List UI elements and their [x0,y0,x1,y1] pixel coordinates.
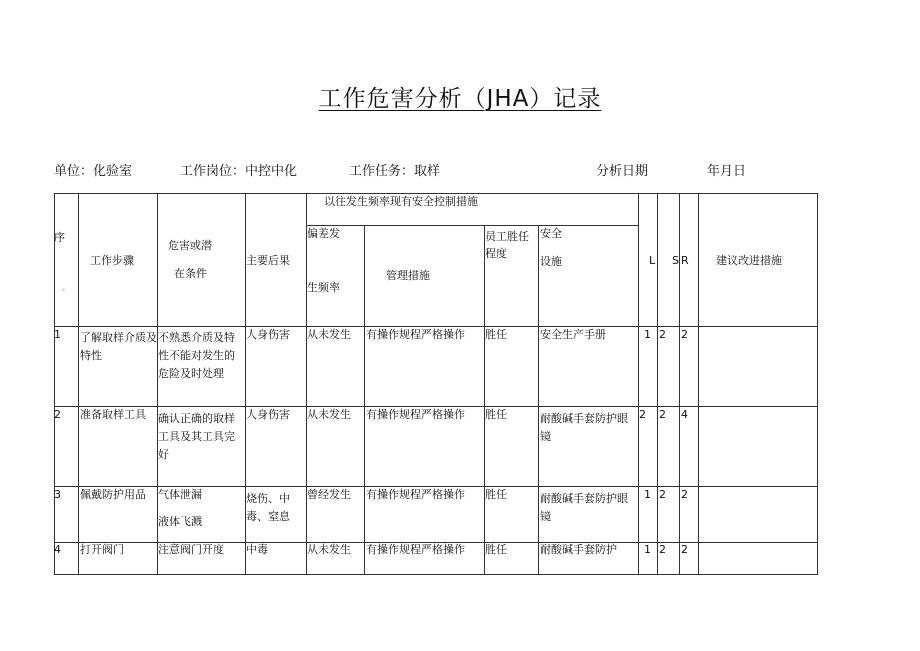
row2-hazard: 确认正确的取样工具及其工具完好 [158,412,235,461]
col-divider [698,193,699,575]
header-hazard-1: 危害或潜 [168,239,212,252]
row3-hazard-2: 液体飞溅 [158,515,202,528]
row3-seq: 3 [54,488,61,501]
row1-R: 2 [681,328,688,341]
row1-consequence: 人身伤害 [246,328,290,341]
row1-L: 1 [644,328,651,341]
row3-step: 佩戴防护用品 [80,488,146,501]
page-title-text: 工作危害分析（JHA）记录 [318,86,602,112]
header-consequence: 主要后果 [246,254,290,267]
col-divider [78,193,79,575]
col-divider [657,193,658,575]
header-S: S [672,254,679,267]
col-divider [484,225,485,575]
unit-label: 单位：化验室 [54,164,133,179]
header-step: 工作步骤 [90,254,134,267]
row4-mgmt: 有操作规程严格操作 [366,543,465,556]
table-border-right [817,193,818,575]
row4-freq: 从未发生 [307,543,351,556]
header-L: L [649,254,656,267]
row2-seq: 2 [54,408,61,421]
row3-freq: 曾经发生 [307,488,351,501]
post-label: 工作岗位：中控中化 [180,164,298,179]
row2-step: 准备取样工具 [80,408,146,421]
header-hazard-2: 在条件 [174,267,207,280]
page-title [0,80,920,113]
row2-mgmt: 有操作规程严格操作 [366,408,465,421]
row4-consequence: 中毒 [246,543,268,556]
date-label: 分析日期 [596,164,649,179]
col-divider [538,225,539,575]
group-divider [306,225,638,226]
header-safety-2: 设施 [540,255,562,268]
row3-consequence: 烧伤、中毒、窒息 [246,492,290,523]
header-comp-1: 员工胜任 [485,230,529,243]
header-R: R [681,254,689,267]
row4-step: 打开阀门 [80,543,124,556]
row4-S: 2 [659,543,666,556]
col-divider [364,225,365,575]
row4-seq: 4 [54,543,61,556]
header-freq-1: 偏差发 [307,227,340,240]
row3-L: 1 [644,488,651,501]
header-comp-2: 程度 [485,247,507,260]
row4-hazard: 注意阀门开度 [158,543,224,556]
row1-mgmt: 有操作规程严格操作 [366,328,465,341]
row1-S: 2 [659,328,666,341]
header-seq: 序 [54,231,65,244]
col-divider [638,193,639,575]
row2-consequence: 人身伤害 [246,408,290,421]
row2-L: 2 [639,408,646,421]
row3-R: 2 [681,488,688,501]
row3-comp: 胜任 [485,488,507,501]
row2-freq: 从未发生 [307,408,351,421]
row1-freq: 从未发生 [307,328,351,341]
table-border-left [54,193,55,575]
row4-comp: 胜任 [485,543,507,556]
header-group: 以往发生频率现有安全控制措施 [324,195,478,208]
row4-safety: 耐酸碱手套防护 [540,543,617,556]
row1-comp: 胜任 [485,328,507,341]
col-divider [679,193,680,575]
header-advice: 建议改进措施 [716,254,782,267]
row2-safety: 耐酸碱手套防护眼镜 [540,412,628,443]
row3-safety: 耐酸碱手套防护眼镜 [540,492,628,523]
row4-L: 1 [644,543,651,556]
row1-step: 了解取样介质及特性 [80,331,157,362]
header-mgmt: 管理措施 [386,269,430,282]
row1-safety: 安全生产手册 [540,328,606,341]
row2-comp: 胜任 [485,408,507,421]
row1-seq: 1 [54,328,61,341]
task-label: 工作任务：取样 [349,164,441,179]
table-border-bottom [54,574,817,575]
col-divider [306,193,307,575]
row3-mgmt: 有操作规程严格操作 [366,488,465,501]
header-seq-dot: 。 [62,284,69,292]
date-value: 年月日 [707,164,747,179]
header-freq-2: 生频率 [307,281,340,294]
header-safety-1: 安全 [540,227,562,240]
row2-S: 2 [659,408,666,421]
row4-R: 2 [681,543,688,556]
row2-R: 4 [681,408,688,421]
row1-hazard: 不熟悉介质及特性不能对发生的危险及时处理 [158,331,235,380]
row3-S: 2 [659,488,666,501]
row3-hazard-1: 气体泄漏 [158,488,202,501]
